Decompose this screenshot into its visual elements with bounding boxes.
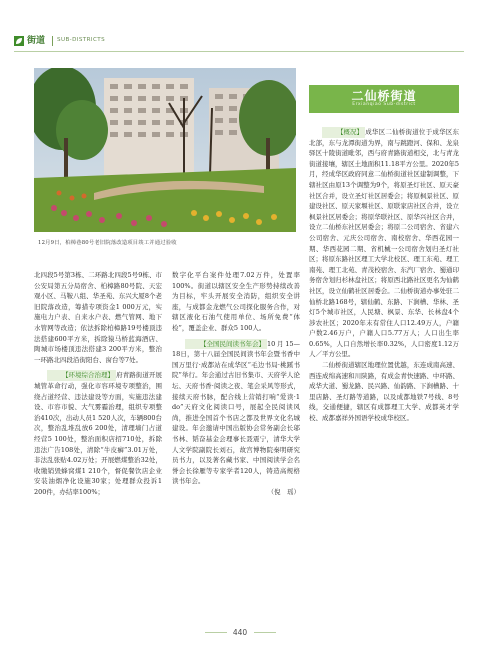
paragraph-text: 府青路街道开展城管革命行动，强化市容环境专项整治，围绕占道经营、违法建设等方面，实施违法建设、市容市貌、大气雾霾治理，组织专项整治410次，出动人员1 520人次，车辆800台次，整治乱堆乱放6 200处，清理墙门占道经营5 100处，整治面积店招710处，拆除违法广告108处，清除“牛皮癣”3.01万处，非法乱张贴4.02万处；开展燃煤整治32处，收缴销毁蜂窝煤1 210个，督促餐饮店企业安装油烟净化设施30家；处理群众投诉1 200件，办结率100%； xyxy=(34,371,162,496)
paragraph: 数字化平台案件处理7.02万件，处置率100%。街道以辖区安全生产形势持续改善为目标，牢头开展安全消防，组织安全讲座，与成都金龙燃气公司探化服务合作，对辖区液化石油气使用单位、场所免费“体检”，覆盖企业、群众5 100人。 xyxy=(172,271,300,332)
paragraph xyxy=(309,127,459,360)
header-rule xyxy=(14,51,464,52)
page-header xyxy=(0,0,480,56)
article-title-banner xyxy=(309,85,459,113)
text-column-1 xyxy=(34,270,162,497)
paragraph: 北四段5号第3栋、二环路北四段5号9栋、市公安局第五分局宿舍、柏樟路80号院、天宏观小区、马鞍八组、华圣苑、东兴大厦8个老旧院落改造，筹措专项资金1 000万元，实施电力户表、自来水户表、燃气管网、地下水管网等改造；依法拆除柏樟路19号楼顶违法搭建600平方米，拆除猿马桥蓝海酒店、陶城市场楼顶违法搭建3 200平方米，整治一环路北四段沿街阳台、窗台等7处。 xyxy=(34,271,162,364)
page-number: 440 xyxy=(232,628,248,637)
street-garden-photo xyxy=(34,68,296,232)
section-label: 街道 xyxy=(27,36,46,46)
subheading: 【全国民间读书年会】 xyxy=(185,339,267,350)
paragraph xyxy=(34,370,162,497)
paragraph: 二仙桥街道辖区地理位置优越，东连成南高速、西连成绵高速和川陕路，有成金青快速路、中环路、成华大道、蜀龙路、民兴路、仙韵路、下涧槽路、十里店路、圣灯路等道路，以及成都地铁7号线、8号线，交通便捷，辖区有成都理工大学、成都英才学校、成都嘉祥外国语学校成华校区。 xyxy=(309,361,459,423)
text-column-3 xyxy=(309,127,459,424)
text-column-2 xyxy=(172,270,300,497)
subheading: 【概况】 xyxy=(322,127,365,138)
green-leaf-logo-icon xyxy=(14,36,24,46)
photo-caption: 12月9日，柏樟巷80号老旧院落改造项目竣工并通过验收 xyxy=(38,240,177,246)
article-title: 二仙桥街道 xyxy=(351,89,417,103)
section-label-en: SUB-DISTRICTS xyxy=(57,37,106,43)
article-title-en: Erxianqiao Sub-district xyxy=(352,102,416,107)
paragraph xyxy=(172,339,300,487)
author-credit: （倪 瑶） xyxy=(267,487,300,496)
footer-rule-right xyxy=(254,632,276,633)
paragraph-text: 10月15—18日，第十八届全国民间读书年会暨书香中国万里行·成都站在成华区“毛边书局·桃蹊书院”举行。年会通过古旧书集市、天府学人论坛、天府书香·阅读之夜、笔会采风等形式，接续天府书脉，配合线上营销打响“爱读·1 do”天府文化阅读口号，展起全民阅读风尚，推进全国首个书店之都及世界文化名城建设。年会邀请中国出版协会常务副会长邬书林、韬奋基金会理事长聂震宁，清华大学人文学院副院长刘石，故宫博物院秦明研究员书力，以及著名藏书家、中国阅读学会名誉会长徐雁等专家学者120人，铸造高规格读书年会。 xyxy=(172,339,300,486)
header-separator xyxy=(52,36,53,46)
subheading: 【环境综合治理】 xyxy=(47,370,116,381)
paragraph-text: 成华区二仙桥街道位于成华区东北部，东与龙潭街道为界，南与跳蹬河、保和、龙泉驿区十陵街道毗邻，西与府青路街道相交，北与青龙街道接壤，辖区土地面积11.18平方公里。2020年5月，经成华区政府同意二仙桥街道社区建制调整，下辖社区由原13个调整为9个，将原圣灯社区、原天豪社区合并，设立圣灯社区居委会；将原枫景社区、原建设社区、原天家堰社区、原联家店社区合并，设立枫景社区居委会；将原华联社区、原华兴社区合并，设立二仙桥东社区居委会；将原二公司宿舍、省建六公司宿舍、元庆公司宿舍、南校宿舍、华西花园一期、华西花园二期、省机械一公司宿舍划归圣灯社区；将原东路社区理工大学北校区、理工东苑、理工南苑、理工北苑、青茂校宿舍、东汽厂宿舍、蜀通印务宿舍划归杉林盘社区；将原西北路社区更名为仙鹤社区，设立仙鹤社区居委会。二仙桥街道办事处驻二仙桥北路168号，辖仙鹤、东路、下涧槽、华林、圣灯5个城市社区，人民塘、枫景、东华、长林盘4个涉农社区；2020年末有常住人口12.49万人，户籍户数2.46万户，户籍人口5.77万人；人口出生率0.65%，人口自然增长率0.32%，人口密度1.12万人／平方公里。 xyxy=(309,128,459,359)
